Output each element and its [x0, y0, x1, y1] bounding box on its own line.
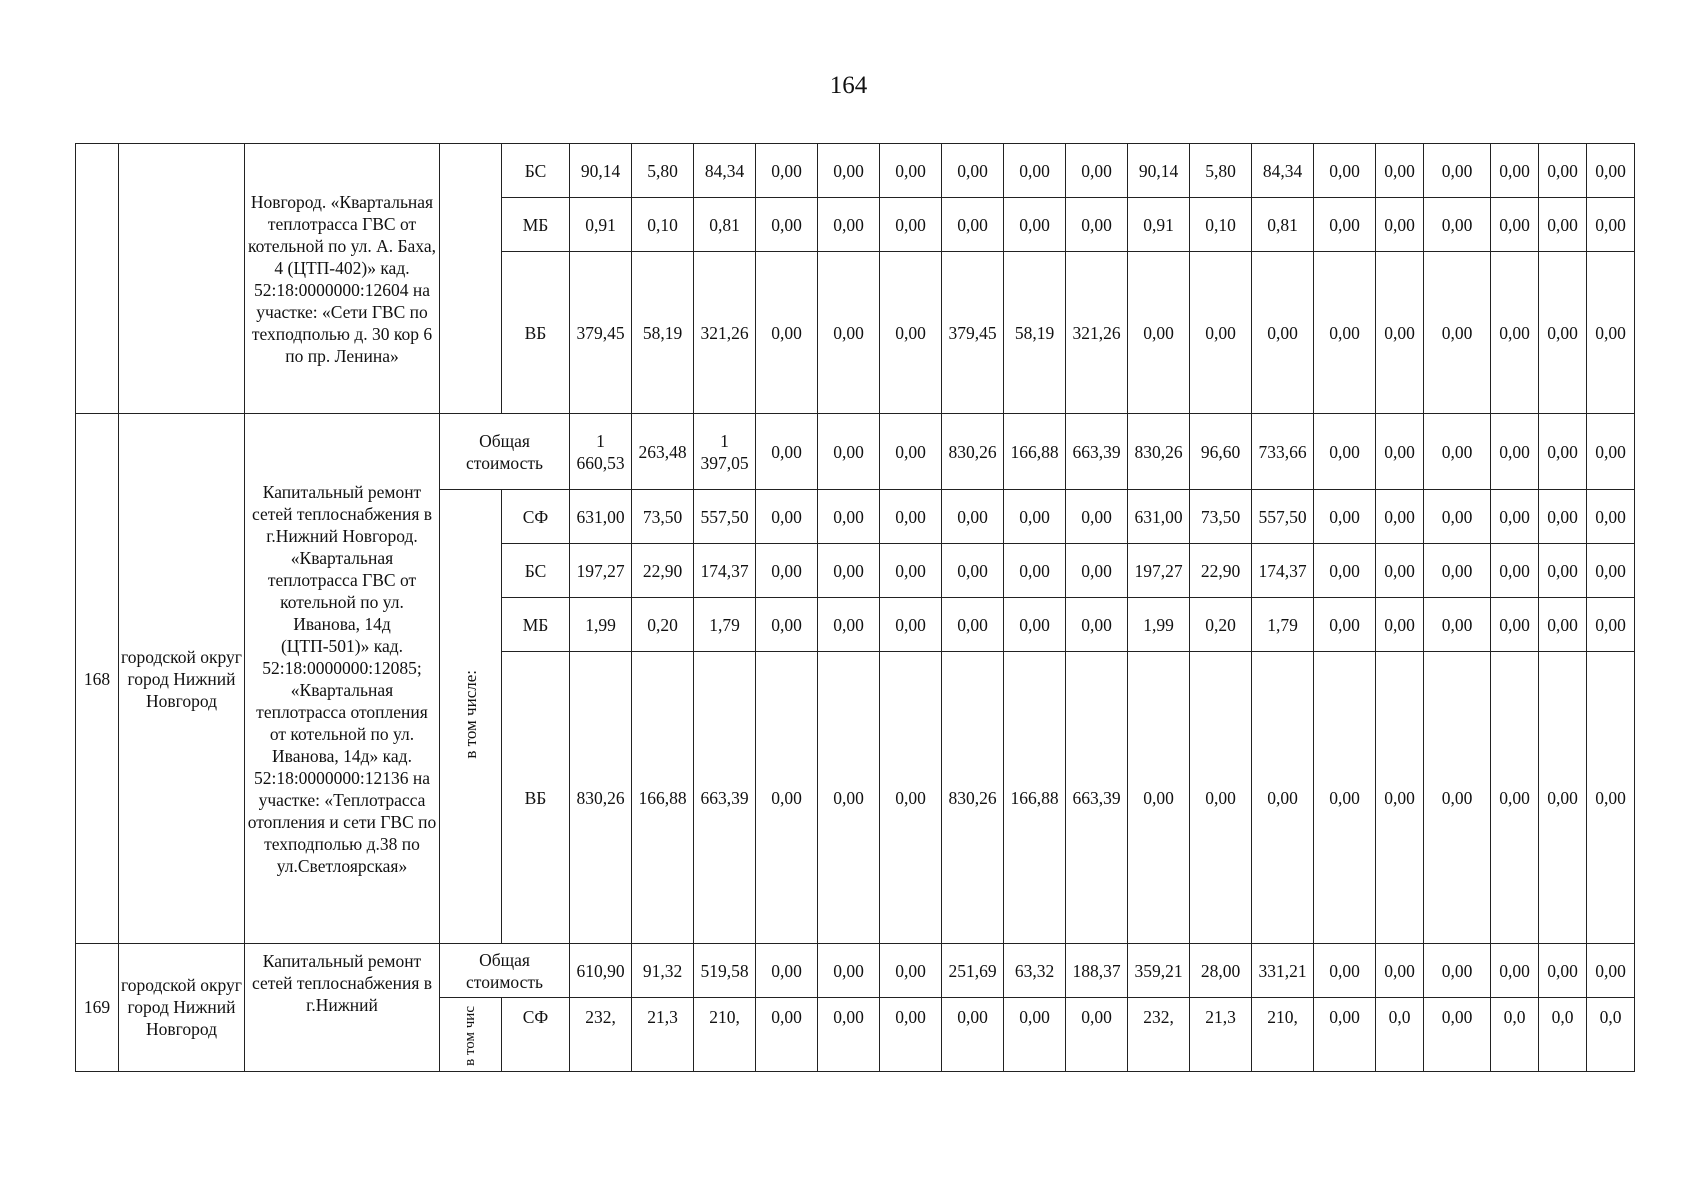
value-cell: 0,00: [1376, 544, 1424, 598]
value-cell: 0,00: [1004, 198, 1066, 252]
value-cell: 1 397,05: [694, 414, 756, 490]
value-cell: 0,00: [880, 998, 942, 1072]
value-cell: 0,91: [1128, 198, 1190, 252]
value-cell: 0,00: [942, 544, 1004, 598]
value-cell: 0,00: [1539, 944, 1587, 998]
funding-source-label: СФ: [502, 490, 570, 544]
value-cell: 830,26: [570, 652, 632, 944]
value-cell: 0,00: [1491, 544, 1539, 598]
value-cell: 0,00: [818, 198, 880, 252]
value-cell: 5,80: [1190, 144, 1252, 198]
value-cell: 0,00: [1066, 544, 1128, 598]
value-cell: 5,80: [632, 144, 694, 198]
value-cell: 321,26: [694, 252, 756, 414]
value-cell: 0,00: [1376, 144, 1424, 198]
funding-source-label: ВБ: [502, 652, 570, 944]
value-cell: 0,81: [694, 198, 756, 252]
value-cell: 0,00: [1314, 198, 1376, 252]
value-cell: 0,00: [880, 598, 942, 652]
value-cell: 0,00: [1539, 490, 1587, 544]
value-cell: 58,19: [632, 252, 694, 414]
value-cell: 0,00: [1587, 490, 1635, 544]
value-cell: 0,00: [1587, 944, 1635, 998]
value-cell: 0,00: [1314, 544, 1376, 598]
district-cell: [119, 144, 245, 414]
value-cell: 0,00: [1587, 544, 1635, 598]
value-cell: 0,00: [1376, 598, 1424, 652]
value-cell: 0,00: [756, 652, 818, 944]
value-cell: 0,00: [1376, 652, 1424, 944]
value-cell: 0,00: [1128, 652, 1190, 944]
value-cell: 0,00: [880, 944, 942, 998]
value-cell: 0,20: [1190, 598, 1252, 652]
value-cell: 90,14: [570, 144, 632, 198]
value-cell: 0,00: [1539, 414, 1587, 490]
value-cell: 0,0: [1376, 998, 1424, 1072]
value-cell: 174,37: [1252, 544, 1314, 598]
value-cell: 0,0: [1587, 998, 1635, 1072]
value-cell: 0,00: [756, 490, 818, 544]
value-cell: 0,00: [756, 944, 818, 998]
district-cell: городской округ город Нижний Новгород: [119, 414, 245, 944]
value-cell: 0,00: [1539, 652, 1587, 944]
value-cell: 197,27: [1128, 544, 1190, 598]
value-cell: 0,00: [1587, 652, 1635, 944]
district-cell: городской округ город Нижний Новгород: [119, 944, 245, 1072]
table-row: [76, 944, 1635, 998]
value-cell: 188,37: [1066, 944, 1128, 998]
value-cell: 0,00: [880, 198, 942, 252]
value-cell: 0,00: [942, 198, 1004, 252]
value-cell: 0,00: [942, 144, 1004, 198]
value-cell: 0,00: [1539, 252, 1587, 414]
value-cell: 331,21: [1252, 944, 1314, 998]
value-cell: 0,10: [1190, 198, 1252, 252]
value-cell: 663,39: [1066, 414, 1128, 490]
value-cell: 0,00: [1424, 998, 1491, 1072]
value-cell: 0,00: [1424, 544, 1491, 598]
value-cell: 0,00: [1004, 544, 1066, 598]
value-cell: 0,00: [1376, 252, 1424, 414]
value-cell: 22,90: [632, 544, 694, 598]
value-cell: 0,00: [756, 544, 818, 598]
value-cell: 0,00: [880, 252, 942, 414]
value-cell: 0,00: [1539, 544, 1587, 598]
value-cell: 0,00: [1539, 144, 1587, 198]
table-row: [76, 414, 1635, 490]
value-cell: 0,00: [1424, 144, 1491, 198]
value-cell: 232,: [570, 998, 632, 1072]
budget-table-body: [76, 144, 1635, 1072]
value-cell: 0,00: [1190, 252, 1252, 414]
value-cell: 0,00: [1066, 490, 1128, 544]
value-cell: 0,00: [880, 652, 942, 944]
value-cell: 0,00: [1424, 944, 1491, 998]
value-cell: 232,: [1128, 998, 1190, 1072]
table-row: [76, 144, 1635, 198]
funding-source-label: СФ: [502, 998, 570, 1072]
row-number-cell: 168: [76, 414, 119, 944]
value-cell: 0,00: [1491, 414, 1539, 490]
value-cell: 557,50: [1252, 490, 1314, 544]
value-cell: 0,00: [1424, 598, 1491, 652]
value-cell: 1,79: [1252, 598, 1314, 652]
value-cell: 0,00: [756, 198, 818, 252]
value-cell: 91,32: [632, 944, 694, 998]
value-cell: 0,00: [1587, 414, 1635, 490]
value-cell: 0,00: [818, 944, 880, 998]
value-cell: 21,3: [1190, 998, 1252, 1072]
value-cell: 379,45: [570, 252, 632, 414]
value-cell: 84,34: [1252, 144, 1314, 198]
value-cell: 631,00: [1128, 490, 1190, 544]
value-cell: 0,00: [818, 414, 880, 490]
value-cell: 210,: [1252, 998, 1314, 1072]
value-cell: 166,88: [632, 652, 694, 944]
value-cell: 0,00: [1587, 252, 1635, 414]
value-cell: 0,00: [1424, 652, 1491, 944]
value-cell: 0,00: [880, 490, 942, 544]
value-cell: 90,14: [1128, 144, 1190, 198]
value-cell: 0,00: [818, 490, 880, 544]
value-cell: 0,00: [756, 414, 818, 490]
value-cell: 0,00: [1128, 252, 1190, 414]
value-cell: 0,00: [942, 598, 1004, 652]
value-cell: 0,00: [1004, 998, 1066, 1072]
funding-source-label: МБ: [502, 198, 570, 252]
value-cell: 0,00: [818, 144, 880, 198]
funding-source-label: БС: [502, 144, 570, 198]
value-cell: 0,00: [1587, 598, 1635, 652]
value-cell: 263,48: [632, 414, 694, 490]
value-cell: 0,00: [1066, 198, 1128, 252]
value-cell: 166,88: [1004, 414, 1066, 490]
total-cost-label: Общая стоимость: [440, 944, 570, 998]
value-cell: 73,50: [632, 490, 694, 544]
value-cell: 0,00: [1190, 652, 1252, 944]
value-cell: 631,00: [570, 490, 632, 544]
value-cell: 557,50: [694, 490, 756, 544]
funding-source-label: БС: [502, 544, 570, 598]
page-number: 164: [829, 72, 868, 99]
value-cell: 0,00: [756, 144, 818, 198]
value-cell: 0,00: [756, 598, 818, 652]
value-cell: 0,00: [942, 998, 1004, 1072]
value-cell: 1,99: [1128, 598, 1190, 652]
including-label-cell: [440, 998, 502, 1072]
value-cell: 0,00: [880, 544, 942, 598]
value-cell: 321,26: [1066, 252, 1128, 414]
value-cell: 0,00: [1376, 490, 1424, 544]
value-cell: 21,3: [632, 998, 694, 1072]
value-cell: 0,81: [1252, 198, 1314, 252]
value-cell: 0,00: [1004, 144, 1066, 198]
value-cell: 73,50: [1190, 490, 1252, 544]
value-cell: 0,00: [942, 490, 1004, 544]
value-cell: 0,91: [570, 198, 632, 252]
value-cell: 174,37: [694, 544, 756, 598]
value-cell: 0,0: [1491, 998, 1539, 1072]
value-cell: 58,19: [1004, 252, 1066, 414]
value-cell: 0,00: [1376, 944, 1424, 998]
value-cell: 63,32: [1004, 944, 1066, 998]
budget-table: [75, 143, 1635, 1072]
funding-source-label: ВБ: [502, 252, 570, 414]
value-cell: 0,10: [632, 198, 694, 252]
description-cell: Новгород. «Квартальная теплотрасса ГВС от котельной по ул. А. Баха, 4 (ЦТП-402)» кад. 52:18:0000000:12604 на участке: «Сети ГВС по техподполью д. 30 кор 6 по пр. Ленина»: [245, 144, 440, 414]
value-cell: 0,00: [1539, 598, 1587, 652]
value-cell: 0,00: [1491, 944, 1539, 998]
value-cell: 0,00: [818, 252, 880, 414]
description-cell: Капитальный ремонт сетей теплоснабжения в г.Нижний Новгород. «Квартальная теплотрасса ГВС от котельной по ул. Иванова, 14д (ЦТП-501)» кад. 52:18:0000000:12085; «Квартальная теплотрасса отопления от котельной по ул. Иванова, 14д» кад. 52:18:0000000:12136 на участке: «Теплотрасса отопления и сети ГВС по техподполью д.38 по ул.Светлоярская»: [245, 414, 440, 944]
value-cell: 0,00: [756, 998, 818, 1072]
value-cell: 28,00: [1190, 944, 1252, 998]
value-cell: 166,88: [1004, 652, 1066, 944]
value-cell: 210,: [694, 998, 756, 1072]
value-cell: 0,00: [1491, 144, 1539, 198]
value-cell: 379,45: [942, 252, 1004, 414]
including-label-cell: [440, 144, 502, 414]
value-cell: 0,00: [1376, 414, 1424, 490]
value-cell: 0,00: [1066, 598, 1128, 652]
value-cell: 830,26: [942, 414, 1004, 490]
value-cell: 0,00: [1314, 490, 1376, 544]
value-cell: 0,00: [1252, 652, 1314, 944]
row-number-cell: 169: [76, 944, 119, 1072]
value-cell: 22,90: [1190, 544, 1252, 598]
row-number-cell: [76, 144, 119, 414]
value-cell: 519,58: [694, 944, 756, 998]
value-cell: 359,21: [1128, 944, 1190, 998]
value-cell: 610,90: [570, 944, 632, 998]
value-cell: 0,00: [1314, 414, 1376, 490]
including-label: в том чис: [462, 1006, 478, 1066]
value-cell: 0,00: [1424, 252, 1491, 414]
value-cell: 0,00: [1491, 252, 1539, 414]
value-cell: 1,99: [570, 598, 632, 652]
value-cell: 0,00: [1424, 490, 1491, 544]
value-cell: 830,26: [942, 652, 1004, 944]
value-cell: 733,66: [1252, 414, 1314, 490]
value-cell: 0,00: [1252, 252, 1314, 414]
value-cell: 663,39: [694, 652, 756, 944]
value-cell: 1,79: [694, 598, 756, 652]
value-cell: 0,00: [818, 998, 880, 1072]
value-cell: 0,00: [818, 598, 880, 652]
value-cell: 0,00: [1587, 198, 1635, 252]
value-cell: 0,00: [1491, 198, 1539, 252]
value-cell: 0,00: [1491, 490, 1539, 544]
value-cell: 1 660,53: [570, 414, 632, 490]
value-cell: 0,00: [1587, 144, 1635, 198]
value-cell: 0,00: [1539, 198, 1587, 252]
value-cell: 0,00: [1491, 652, 1539, 944]
value-cell: 96,60: [1190, 414, 1252, 490]
value-cell: 0,00: [1314, 652, 1376, 944]
value-cell: 830,26: [1128, 414, 1190, 490]
value-cell: 663,39: [1066, 652, 1128, 944]
including-label-cell: [440, 490, 502, 944]
value-cell: 0,00: [1004, 598, 1066, 652]
value-cell: 0,0: [1539, 998, 1587, 1072]
value-cell: 0,00: [756, 252, 818, 414]
value-cell: 0,00: [818, 544, 880, 598]
value-cell: 0,00: [1491, 598, 1539, 652]
value-cell: 0,20: [632, 598, 694, 652]
description-cell: Капитальный ремонт сетей теплоснабжения в г.Нижний: [245, 944, 440, 1072]
value-cell: 0,00: [1424, 414, 1491, 490]
value-cell: 0,00: [1314, 598, 1376, 652]
value-cell: 0,00: [880, 144, 942, 198]
total-cost-label: Общая стоимость: [440, 414, 570, 490]
value-cell: 0,00: [1004, 490, 1066, 544]
funding-source-label: МБ: [502, 598, 570, 652]
value-cell: 197,27: [570, 544, 632, 598]
value-cell: 0,00: [1314, 252, 1376, 414]
value-cell: 0,00: [1376, 198, 1424, 252]
value-cell: 251,69: [942, 944, 1004, 998]
value-cell: 0,00: [818, 652, 880, 944]
including-label: в том числе:: [460, 669, 480, 759]
value-cell: 0,00: [1314, 144, 1376, 198]
value-cell: 0,00: [1066, 998, 1128, 1072]
value-cell: 0,00: [1314, 944, 1376, 998]
value-cell: 84,34: [694, 144, 756, 198]
value-cell: 0,00: [1066, 144, 1128, 198]
value-cell: 0,00: [880, 414, 942, 490]
value-cell: 0,00: [1424, 198, 1491, 252]
value-cell: 0,00: [1314, 998, 1376, 1072]
